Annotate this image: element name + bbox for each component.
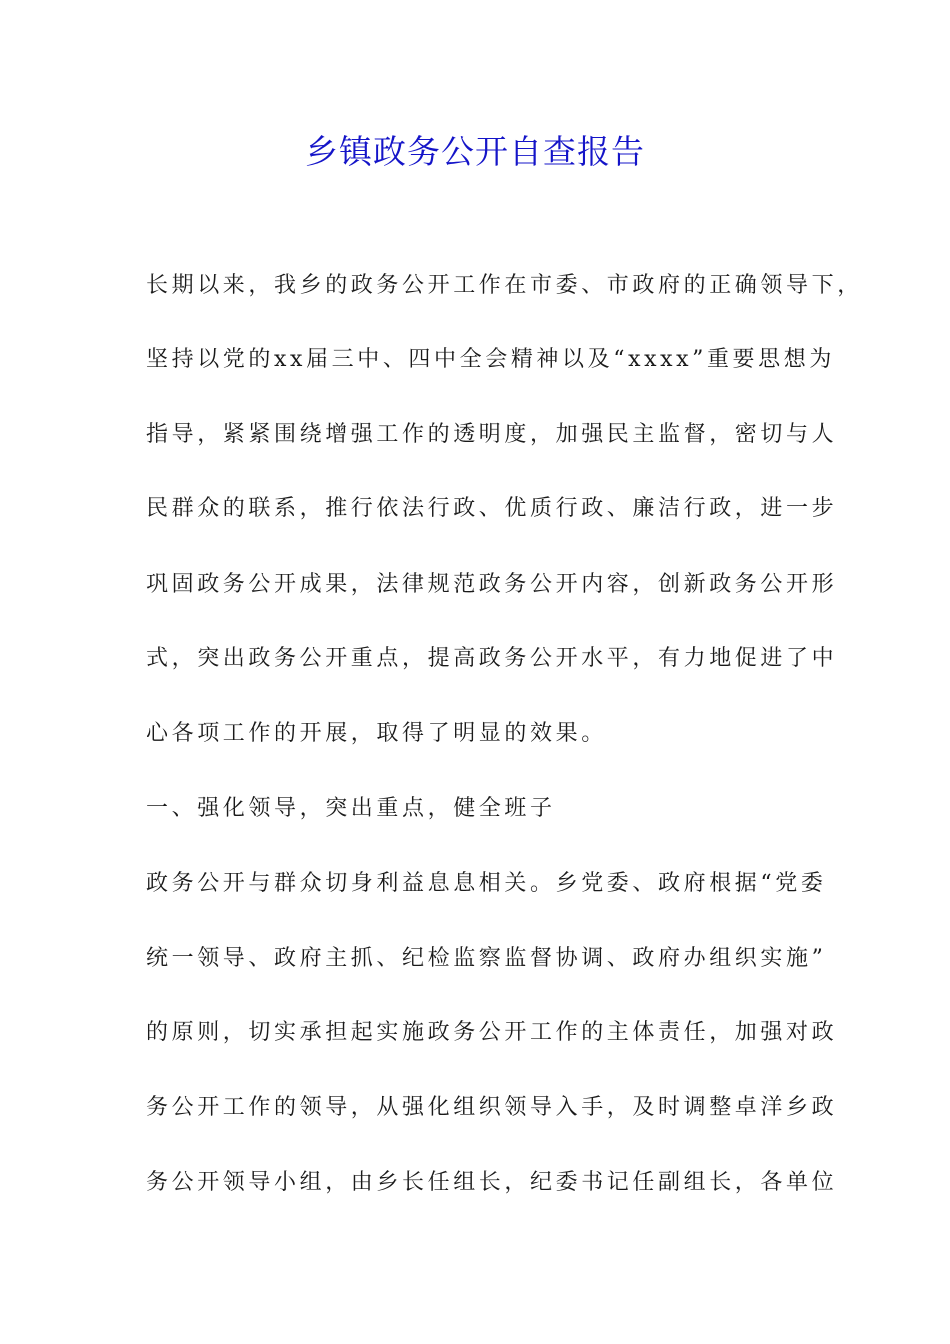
- paragraph-line: 务公开领导小组，由乡长任组长，纪委书记任副组长，各单位: [146, 1170, 838, 1195]
- document-title: 乡镇政务公开自查报告: [305, 132, 645, 171]
- paragraph-line: 巩固政务公开成果，法律规范政务公开内容，创新政务公开形: [146, 572, 838, 597]
- paragraph-line: 式，突出政务公开重点，提高政务公开水平，有力地促进了中: [146, 646, 838, 671]
- paragraph-line: 长期以来，我乡的政务公开工作在市委、市政府的正确领导下，: [146, 273, 863, 298]
- section-heading: 一、强化领导，突出重点，健全班子: [146, 796, 556, 821]
- paragraph-line: 心各项工作的开展，取得了明显的效果。: [146, 721, 607, 746]
- paragraph-line: 务公开工作的领导，从强化组织领导入手，及时调整卓洋乡政: [146, 1095, 838, 1120]
- paragraph-line: 统一领导、政府主抓、纪检监察监督协调、政府办组织实施”: [146, 946, 827, 971]
- paragraph-line: 的原则，切实承担起实施政务公开工作的主体责任，加强对政: [146, 1020, 838, 1045]
- paragraph-line: 政务公开与群众切身利益息息相关。乡党委、政府根据“党委: [146, 871, 827, 896]
- paragraph-line: 民群众的联系，推行依法行政、优质行政、廉洁行政，进一步: [146, 496, 838, 521]
- paragraph-line: 指导，紧紧围绕增强工作的透明度，加强民主监督，密切与人: [146, 422, 838, 447]
- paragraph-line: 坚持以党的xx届三中、四中全会精神以及“xxxx”重要思想为: [146, 347, 835, 372]
